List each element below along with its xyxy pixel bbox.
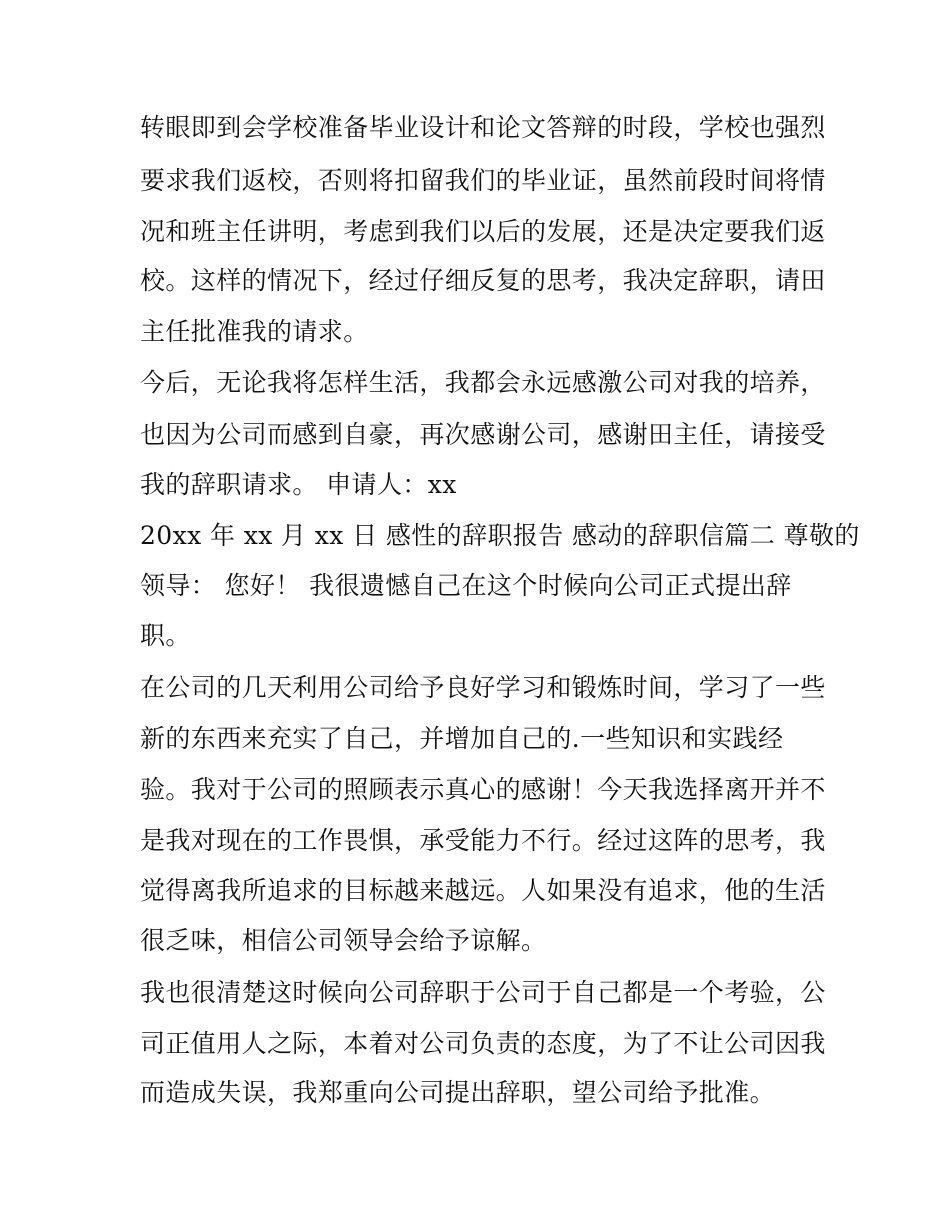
text-line: 主任批准我的请求。 [140,317,369,346]
text-line: 新的东西来充实了自己，并增加自己的.一些知识和实践经 [140,724,784,753]
text-line: 在公司的几天利用公司给予良好学习和锻炼时间，学习了一些 [140,673,826,702]
text-line: 今后，无论我将怎样生活，我都会永远感激公司对我的培养， [140,368,826,397]
text-line: 我也很清楚这时候向公司辞职于公司于自己都是一个考验，公 [140,978,826,1007]
text-line: 是我对现在的工作畏惧，承受能力不行。经过这阵的思考，我 [140,826,826,855]
text-line: 司正值用人之际，本着对公司负责的态度，为了不让公司因我 [140,1029,826,1058]
text-line: 要求我们返校，否则将扣留我们的毕业证，虽然前段时间将情 [140,166,826,195]
text-line: 转眼即到会学校准备毕业设计和论文答辩的时段，学校也强烈 [140,113,826,142]
text-line: 况和班主任讲明，考虑到我们以后的发展，还是决定要我们返 [140,217,826,246]
text-line: 我的辞职请求。 申请人：xx [140,470,457,499]
text-line: 验。我对于公司的照顾表示真心的感谢！今天我选择离开并不 [140,775,826,804]
text-line: 而造成失误，我郑重向公司提出辞职，望公司给予批准。 [140,1078,776,1107]
text-line: 也因为公司而感到自豪，再次感谢公司，感谢田主任，请接受 [140,420,826,449]
text-line: 20xx 年 xx 月 xx 日 感性的辞职报告 感动的辞职信篇二 尊敬的 [140,521,860,550]
text-line: 领导： 您好！ 我很遗憾自己在这个时候向公司正式提出辞 [140,571,792,600]
text-line: 校。这样的情况下，经过仔细反复的思考，我决定辞职，请田 [140,266,826,295]
text-line: 职。 [140,621,191,650]
text-line: 觉得离我所追求的目标越来越远。人如果没有追求，他的生活 [140,876,826,905]
text-line: 很乏味，相信公司领导会给予谅解。 [140,926,547,955]
